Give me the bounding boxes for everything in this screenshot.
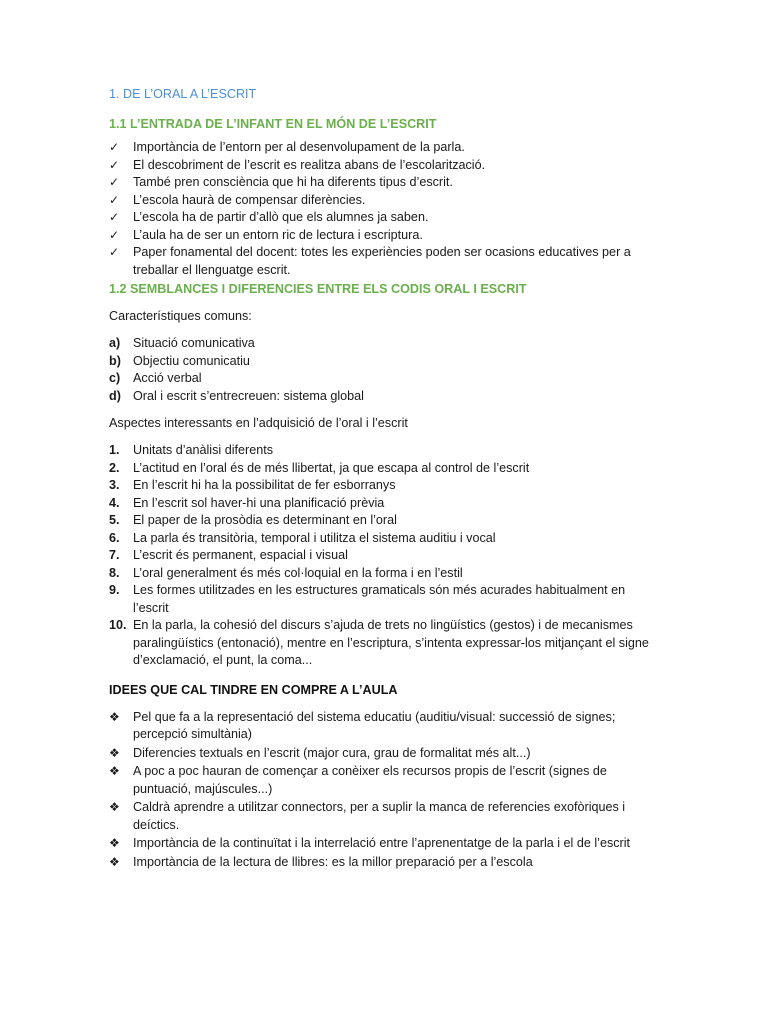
check-icon: ✓ xyxy=(109,245,120,259)
list-item: ✓ També pren consciència que hi ha diferents tipus d’escrit. xyxy=(109,174,659,192)
list-letter: a) xyxy=(109,336,121,350)
list-item: ❖ Importància de la lectura de llibres: es la millor preparació per a l’escola xyxy=(109,854,659,872)
diamond-bullet-icon: ❖ xyxy=(109,709,120,724)
list-item: 1. Unitats d’anàlisi diferents xyxy=(109,442,659,460)
diamond-bullet-icon: ❖ xyxy=(109,836,120,850)
aspects-list xyxy=(109,442,659,670)
list-item: ❖ Pel que fa a la representació del sistema educatiu (auditiu/visual: successió de signes; percepció simultània) xyxy=(109,709,616,741)
list-number: 9. xyxy=(109,583,120,597)
list-item: ❖ Diferencies textuals en l’escrit (major cura, grau de formalitat més alt...) xyxy=(109,745,659,763)
list-item: ❖ Importància de la continuïtat i la interrelació entre l’aprenentatge de la parla i el de l’escrit xyxy=(109,835,659,853)
list-item: d) Oral i escrit s’entrecreuen: sistema global xyxy=(109,388,659,406)
section-1-2-heading: 1.2 SEMBLANCES I DIFERENCIES ENTRE ELS CODIS ORAL I ESCRIT xyxy=(109,282,527,296)
check-icon: ✓ xyxy=(109,175,120,189)
list-letter: c) xyxy=(109,371,121,385)
common-intro: Característiques comuns: xyxy=(109,309,252,323)
list-number: 7. xyxy=(109,548,120,562)
section-1-heading: 1. DE L’ORAL A L’ESCRIT xyxy=(109,87,257,101)
list-item: c) Acció verbal xyxy=(109,370,659,388)
list-letter: d) xyxy=(109,388,121,403)
check-icon: ✓ xyxy=(109,140,120,154)
check-icon: ✓ xyxy=(109,157,120,172)
section-1-1-heading: 1.1 L’ENTRADA DE L’INFANT EN EL MÓN DE L’ESCRIT xyxy=(109,117,437,131)
list-number: 8. xyxy=(109,565,120,580)
list-item: ✓ L’escola ha de partir d’allò que els alumnes ja saben. xyxy=(109,209,659,227)
list-number: 5. xyxy=(109,513,120,527)
check-icon: ✓ xyxy=(109,227,120,242)
list-item: ✓ L’escola haurà de compensar diferències. xyxy=(109,192,659,210)
list-item: ✓ Importància de l’entorn per al desenvolupament de la parla. xyxy=(109,139,659,157)
ideas-list xyxy=(109,709,659,872)
list-item: 7. L’escrit és permanent, espacial i visual xyxy=(109,547,659,565)
list-item: ❖ A poc a poc hauran de començar a conèixer els recursos propis de l’escrit (signes de puntuació, majúscules...) xyxy=(109,764,607,796)
list-item: ✓ El descobriment de l’escrit es realitza abans de l’escolarització. xyxy=(109,157,659,175)
list-number: 3. xyxy=(109,478,120,492)
diamond-bullet-icon: ❖ xyxy=(109,745,120,760)
checklist-entrada xyxy=(109,139,659,279)
aspects-intro: Aspectes interessants en l’adquisició de l’oral i l’escrit xyxy=(109,416,408,430)
list-item: 5. El paper de la prosòdia es determinant en l’oral xyxy=(109,512,659,530)
check-icon: ✓ xyxy=(109,192,120,207)
list-item: 3. En l’escrit hi ha la possibilitat de fer esborranys xyxy=(109,477,659,495)
list-item: ❖ Caldrà aprendre a utilitzar connectors, per a suplir la manca de referencies exofòriques i deíctics. xyxy=(109,800,626,832)
list-item: ✓ L’aula ha de ser un entorn ric de lectura i escriptura. xyxy=(109,227,659,245)
list-item: 6. La parla és transitòria, temporal i utilitza el sistema auditiu i vocal xyxy=(109,530,659,548)
diamond-bullet-icon: ❖ xyxy=(109,854,120,869)
list-item: b) Objectiu comunicatiu xyxy=(109,353,659,371)
list-item: 8. L’oral generalment és més col·loquial en la forma i en l’estil xyxy=(109,565,659,583)
list-item: 9. Les formes utilitzades en les estructures gramaticals són més acurades habitualment en l’escrit xyxy=(109,583,626,615)
list-number: 10. xyxy=(109,618,127,632)
list-number: 6. xyxy=(109,530,120,545)
list-item: 2. L’actitud en l’oral és de més llibertat, ja que escapa al control de l’escrit xyxy=(109,460,659,478)
list-number: 4. xyxy=(109,495,120,510)
diamond-bullet-icon: ❖ xyxy=(109,800,120,814)
check-icon: ✓ xyxy=(109,210,120,224)
list-letter: b) xyxy=(109,353,121,368)
common-features-list xyxy=(109,335,659,405)
diamond-bullet-icon: ❖ xyxy=(109,764,120,778)
list-item: a) Situació comunicativa xyxy=(109,335,659,353)
list-item: 10. En la parla, la cohesió del discurs s’ajuda de trets no lingüístics (gestos) i de mecanismes paralingüístics (entonació), mentre en l’escriptura, s’intenta expressar-los mitjançant el signe d’exclamació, el punt, la coma... xyxy=(109,618,649,667)
list-item: 4. En l’escrit sol haver-hi una planificació prèvia xyxy=(109,495,659,513)
list-item: ✓ Paper fonamental del docent: totes les experiències poden ser ocasions educatives per a treballar el llenguatge escrit. xyxy=(109,245,631,277)
document-page xyxy=(109,85,659,872)
list-number: 1. xyxy=(109,443,120,457)
ideas-heading: IDEES QUE CAL TINDRE EN COMPRE A L’AULA xyxy=(109,682,398,697)
list-number: 2. xyxy=(109,460,120,475)
